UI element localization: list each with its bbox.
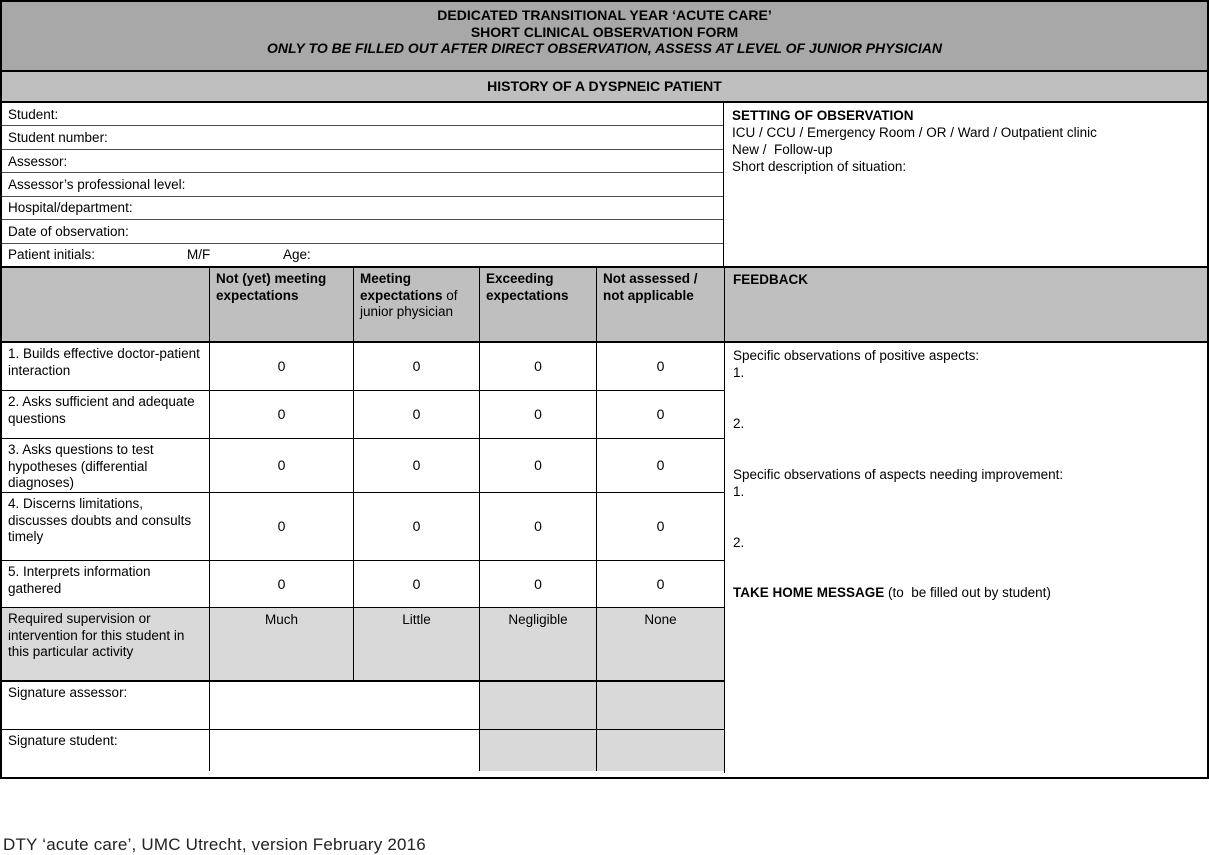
info-section	[2, 103, 1207, 268]
footer-version-note: DTY ‘acute care’, UMC Utrecht, version February 2016	[3, 835, 426, 854]
field-hospital-department-label: Hospital/department:	[8, 200, 133, 216]
signature-assessor-gray-cell2	[597, 682, 724, 730]
rating-header-col1: Not (yet) meeting expectations	[210, 268, 354, 343]
supervision-label: Required supervision or intervention for this student in this particular activity	[2, 608, 210, 682]
field-patient-sex-label: M/F	[187, 247, 211, 263]
rating-row3-option4[interactable]: 0	[597, 439, 724, 493]
feedback-positive-item1: 1.	[733, 365, 745, 380]
field-student-label: Student:	[8, 106, 59, 122]
feedback-improvement-item1: 1.	[733, 484, 745, 499]
field-patient-initials[interactable]	[2, 244, 723, 266]
rating-row3-option3[interactable]: 0	[480, 439, 597, 493]
rating-row1-option1[interactable]: 0	[210, 343, 354, 391]
field-patient-age-label: Age:	[283, 247, 311, 263]
form-title-line3: ONLY TO BE FILLED OUT AFTER DIRECT OBSERVATION, ASSESS AT LEVEL OF JUNIOR PHYSICIAN	[267, 40, 942, 56]
main-section	[2, 268, 1207, 773]
supervision-option-none[interactable]: None	[597, 608, 724, 682]
form-title-line1: DEDICATED TRANSITIONAL YEAR ‘ACUTE CARE’	[437, 7, 772, 23]
rating-row4-option3[interactable]: 0	[480, 493, 597, 561]
case-title-band: HISTORY OF A DYSPNEIC PATIENT	[2, 72, 1207, 103]
field-hospital-department[interactable]	[2, 197, 723, 220]
signature-student-gray-cell1	[480, 730, 597, 771]
setting-description-label: Short description of situation:	[732, 159, 907, 174]
rating-row4-option1[interactable]: 0	[210, 493, 354, 561]
form-title-line2: SHORT CLINICAL OBSERVATION FORM	[470, 23, 739, 40]
feedback-improvement-header: Specific observations of aspects needing improvement:	[733, 467, 1064, 482]
supervision-option-little[interactable]: Little	[354, 608, 480, 682]
rating-row1-option2[interactable]: 0	[354, 343, 480, 391]
take-home-message-line	[733, 584, 1199, 601]
rating-row4-option2[interactable]: 0	[354, 493, 480, 561]
field-student-number[interactable]	[2, 126, 723, 149]
rating-row1-option4[interactable]: 0	[597, 343, 724, 391]
rating-header-empty-cell	[2, 268, 210, 343]
field-assessor-level-label: Assessor’s professional level:	[8, 176, 186, 192]
field-assessor-label: Assessor:	[8, 153, 68, 169]
rating-row5-option3[interactable]: 0	[480, 561, 597, 608]
rating-header-col4: Not assessed / not applicable	[597, 268, 724, 343]
field-student-number-label: Student number:	[8, 130, 108, 146]
rating-table	[2, 268, 725, 773]
signature-assessor-gray-cell1	[480, 682, 597, 730]
setting-location-options: ICU / CCU / Emergency Room / OR / Ward / Outpatient clinic	[732, 125, 1097, 140]
feedback-body[interactable]	[725, 343, 1207, 773]
rating-row5-option1[interactable]: 0	[210, 561, 354, 608]
signature-assessor-label: Signature assessor:	[2, 682, 210, 730]
rating-row2-option4[interactable]: 0	[597, 391, 724, 439]
rating-row1-label: 1. Builds effective doctor-patient interaction	[2, 343, 210, 391]
field-date-of-observation[interactable]	[2, 220, 723, 243]
field-student[interactable]	[2, 103, 723, 126]
setting-title: SETTING OF OBSERVATION	[732, 108, 914, 123]
supervision-option-much[interactable]: Much	[210, 608, 354, 682]
rating-row3-option2[interactable]: 0	[354, 439, 480, 493]
rating-row4-option4[interactable]: 0	[597, 493, 724, 561]
form-title-band	[2, 2, 1207, 72]
rating-row4-label: 4. Discerns limitations, discusses doubts and consults timely	[2, 493, 210, 561]
rating-row1-option3[interactable]: 0	[480, 343, 597, 391]
rating-row3-option1[interactable]: 0	[210, 439, 354, 493]
supervision-option-negligible[interactable]: Negligible	[480, 608, 597, 682]
take-home-message-note: (to be filled out by student)	[884, 585, 1051, 600]
setting-visit-type-options: New / Follow-up	[732, 142, 833, 157]
field-assessor[interactable]	[2, 150, 723, 173]
feedback-positive-header: Specific observations of positive aspects:	[733, 348, 980, 363]
rating-row3-label: 3. Asks questions to test hypotheses (differential diagnoses)	[2, 439, 210, 493]
feedback-improvement-item2: 2.	[733, 535, 745, 550]
field-date-of-observation-label: Date of observation:	[8, 223, 129, 239]
rating-row5-option4[interactable]: 0	[597, 561, 724, 608]
signature-student-area[interactable]	[210, 730, 480, 771]
rating-row2-option2[interactable]: 0	[354, 391, 480, 439]
rating-row5-label: 5. Interprets information gathered	[2, 561, 210, 608]
rating-row2-option3[interactable]: 0	[480, 391, 597, 439]
signature-student-gray-cell2	[597, 730, 724, 771]
rating-row2-label: 2. Asks sufficient and adequate questions	[2, 391, 210, 439]
rating-header-col2: Meeting expectations of junior physician	[354, 268, 480, 343]
feedback-column	[725, 268, 1207, 773]
feedback-header: FEEDBACK	[725, 268, 1207, 343]
rating-row2-option1[interactable]: 0	[210, 391, 354, 439]
take-home-message-label: TAKE HOME MESSAGE	[733, 585, 885, 600]
signature-assessor-area[interactable]	[210, 682, 480, 730]
field-patient-initials-label: Patient initials:	[8, 247, 96, 263]
setting-of-observation-cell[interactable]	[724, 103, 1207, 266]
field-assessor-level[interactable]	[2, 173, 723, 196]
feedback-positive-item2: 2.	[733, 416, 745, 431]
rating-row5-option2[interactable]: 0	[354, 561, 480, 608]
signature-student-label: Signature student:	[2, 730, 210, 771]
rating-header-col3: Exceeding expectations	[480, 268, 597, 343]
student-info-table	[2, 103, 724, 266]
